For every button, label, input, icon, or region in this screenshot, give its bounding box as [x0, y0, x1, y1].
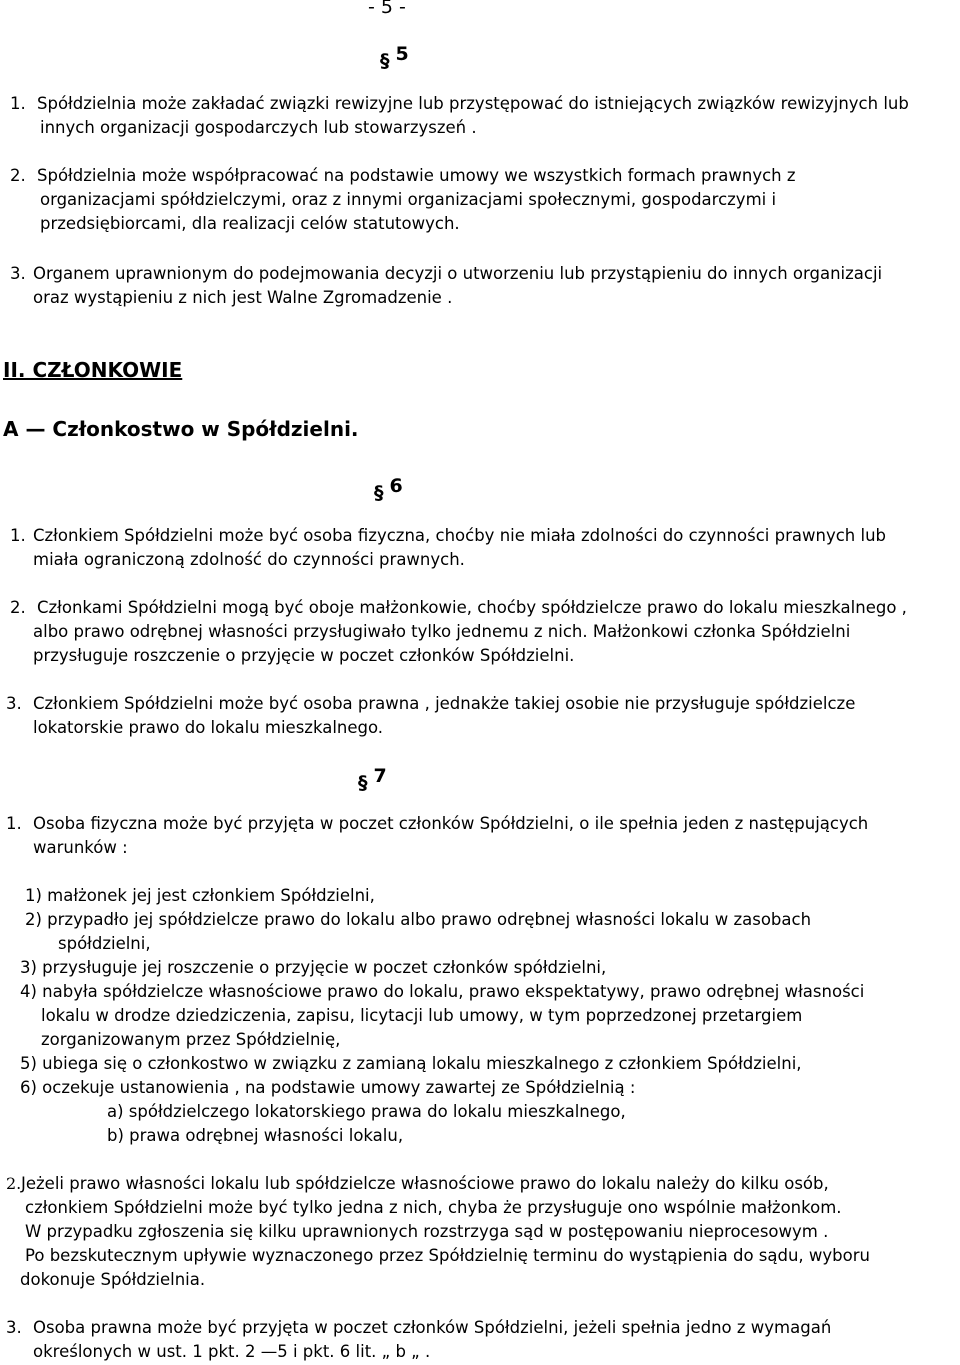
s5-p1-line2: innych organizacji gospodarczych lub stowarzyszeń . — [40, 118, 477, 137]
s7-p3-number: 3. — [6, 1318, 22, 1337]
s7-p3-line1: Osoba prawna może być przyjęta w poczet członków Spółdzielni, jeżeli spełnia jedno z wymagań — [33, 1318, 832, 1337]
s7-p1-line1: Osoba fizyczna może być przyjęta w poczet członków Spółdzielni, o ile spełnia jeden z następujących — [33, 814, 869, 833]
section-symbol: § — [380, 50, 390, 72]
section-7-heading — [358, 764, 387, 794]
s7-p2-line2: członkiem Spółdzielni może być tylko jedna z nich, chyba że przysługuje ono wspólnie małżonkom. — [25, 1198, 842, 1217]
s7-p2-line4: Po bezskutecznym upływie wyznaczonego przez Spółdzielnię terminu do wystąpienia do sądu, wyboru — [25, 1246, 870, 1265]
section-number: 6 — [389, 475, 403, 497]
subchapter-title: A — Członkostwo w Spółdzielni. — [3, 417, 359, 441]
s7-item-6a: a) spółdzielczego lokatorskiego prawa do lokalu mieszkalnego, — [107, 1102, 626, 1121]
section-symbol: § — [358, 772, 368, 794]
s7-item-2-cont: spółdzielni, — [58, 934, 151, 953]
section-number: 7 — [373, 765, 387, 787]
s5-p3-line2: oraz wystąpieniu z nich jest Walne Zgromadzenie . — [33, 288, 453, 307]
s6-p1-line2: miała ograniczoną zdolność do czynności prawnych. — [33, 550, 465, 569]
s7-item-6: 6) oczekuje ustanowienia , na podstawie umowy zawartej ze Spółdzielnią : — [20, 1078, 636, 1097]
section-symbol: § — [374, 482, 384, 504]
s5-p3-line1: Organem uprawnionym do podejmowania decyzji o utworzeniu lub przystąpieniu do innych organizacji — [33, 264, 883, 283]
s6-p2-number: 2. — [10, 598, 26, 617]
section-5-heading — [380, 42, 409, 72]
s6-p1-number: 1. — [10, 526, 26, 545]
s7-p1-number: 1. — [6, 814, 22, 833]
s5-p2-number: 2. — [10, 166, 26, 185]
s7-item-4: 4) nabyła spółdzielcze własnościowe prawo do lokalu, prawo ekspektatywy, prawo odrębnej własności — [20, 982, 865, 1001]
s7-p3-line2: określonych w ust. 1 pkt. 2 —5 i pkt. 6 lit. „ b „ . — [33, 1342, 431, 1361]
s7-item-6b: b) prawa odrębnej własności lokalu, — [107, 1126, 404, 1145]
s7-p1-line2: warunków : — [33, 838, 128, 857]
s7-item-2: 2) przypadło jej spółdzielcze prawo do lokalu albo prawo odrębnej własności lokalu w zasobach — [25, 910, 812, 929]
s6-p3-number: 3. — [6, 694, 22, 713]
s7-item-1: 1) małżonek jej jest członkiem Spółdzielni, — [25, 886, 375, 905]
s7-p2-number: 2. — [6, 1174, 22, 1193]
s5-p2-line2: organizacjami spółdzielczymi, oraz z innymi organizacjami społecznymi, gospodarczymi i — [40, 190, 777, 209]
s5-p1-number: 1. — [10, 94, 26, 113]
s7-item-3: 3) przysługuje jej roszczenie o przyjęcie w poczet członków spółdzielni, — [20, 958, 607, 977]
page-number: - 5 - — [368, 0, 406, 18]
s6-p3-line1: Członkiem Spółdzielni może być osoba prawna , jednakże takiej osobie nie przysługuje spółdzielcze — [33, 694, 856, 713]
s6-p2-line3: przysługuje roszczenie o przyjęcie w poczet członków Spółdzielni. — [33, 646, 575, 665]
s7-item-4-cont2: zorganizowanym przez Spółdzielnię, — [41, 1030, 341, 1049]
s7-item-5: 5) ubiega się o członkostwo w związku z zamianą lokalu mieszkalnego z członkiem Spółdzielni, — [20, 1054, 802, 1073]
s6-p1-line1: Członkiem Spółdzielni może być osoba fizyczna, choćby nie miała zdolności do czynności prawnych lub — [33, 526, 886, 545]
section-number: 5 — [395, 43, 409, 65]
s6-p3-line2: lokatorskie prawo do lokalu mieszkalnego. — [33, 718, 384, 737]
s6-p2-line1: Członkami Spółdzielni mogą być oboje małżonkowie, choćby spółdzielcze prawo do lokalu mieszkalnego , — [37, 598, 907, 617]
s5-p2-line1: Spółdzielnia może współpracować na podstawie umowy we wszystkich formach prawnych z — [37, 166, 796, 185]
section-6-heading — [374, 474, 403, 504]
s5-p3-number: 3. — [10, 264, 26, 283]
s7-p2-line3: W przypadku zgłoszenia się kilku uprawnionych rozstrzyga sąd w postępowaniu nieprocesowym . — [25, 1222, 829, 1241]
s5-p2-line3: przedsiębiorcami, dla realizacji celów statutowych. — [40, 214, 460, 233]
s7-p2-line1: Jeżeli prawo własności lokalu lub spółdzielcze własnościowe prawo do lokalu należy do kilku osób, — [21, 1174, 829, 1193]
s7-p2-line5: dokonuje Spółdzielnia. — [20, 1270, 206, 1289]
chapter-title: II. CZŁONKOWIE — [3, 358, 183, 382]
s6-p2-line2: albo prawo odrębnej własności przysługiwało tylko jednemu z nich. Małżonkowi członka Spółdzielni — [33, 622, 851, 641]
s5-p1-line1: Spółdzielnia może zakładać związki rewizyjne lub przystępować do istniejących związków rewizyjnych lub — [37, 94, 909, 113]
s7-item-4-cont1: lokalu w drodze dziedziczenia, zapisu, licytacji lub umowy, w tym poprzedzonej przetargiem — [41, 1006, 803, 1025]
